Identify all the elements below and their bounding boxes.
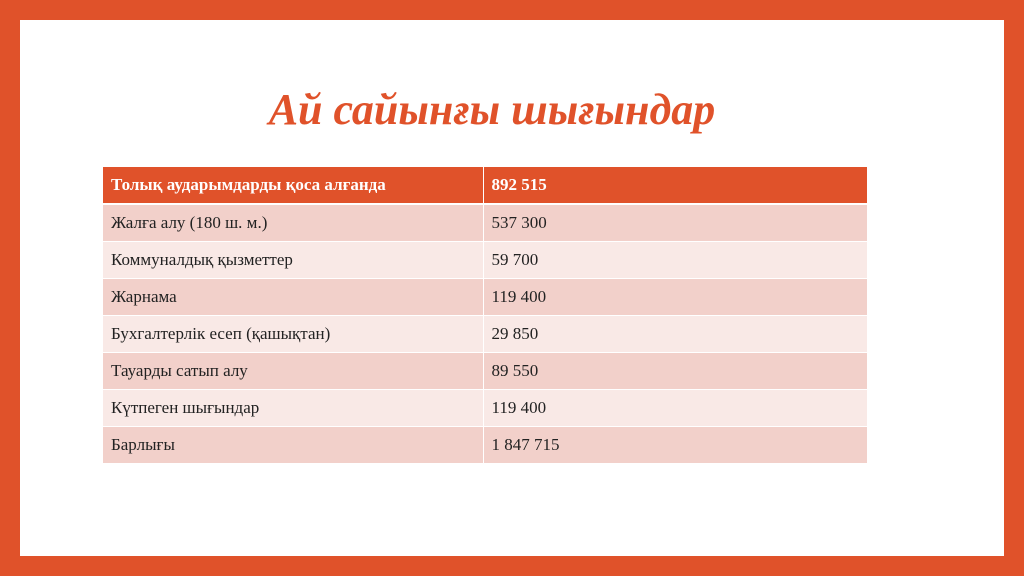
row-value: 59 700 [483, 242, 867, 279]
row-label: Жалға алу (180 ш. м.) [103, 204, 483, 242]
row-label: Күтпеген шығындар [103, 390, 483, 427]
table-row [103, 390, 867, 427]
slide-title: Ай сайынғы шығындар [268, 85, 716, 134]
row-value: 537 300 [483, 204, 867, 242]
row-label: Жарнама [103, 279, 483, 316]
header-cell-label: Толық аударымдарды қоса алғанда [103, 167, 483, 204]
row-value: 29 850 [483, 316, 867, 353]
table-row [103, 316, 867, 353]
table-row [103, 353, 867, 390]
table-row [103, 204, 867, 242]
row-value: 119 400 [483, 279, 867, 316]
row-value: 119 400 [483, 390, 867, 427]
row-label: Коммуналдық қызметтер [103, 242, 483, 279]
table-row-total [103, 427, 867, 464]
table-header-row [103, 167, 867, 204]
row-label: Барлығы [103, 427, 483, 464]
header-cell-value: 892 515 [483, 167, 867, 204]
row-label: Бухгалтерлік есеп (қашықтан) [103, 316, 483, 353]
row-value: 1 847 715 [483, 427, 867, 464]
table-row [103, 242, 867, 279]
table-row [103, 279, 867, 316]
row-label: Тауарды сатып алу [103, 353, 483, 390]
row-value: 89 550 [483, 353, 867, 390]
expenses-table [103, 167, 868, 464]
